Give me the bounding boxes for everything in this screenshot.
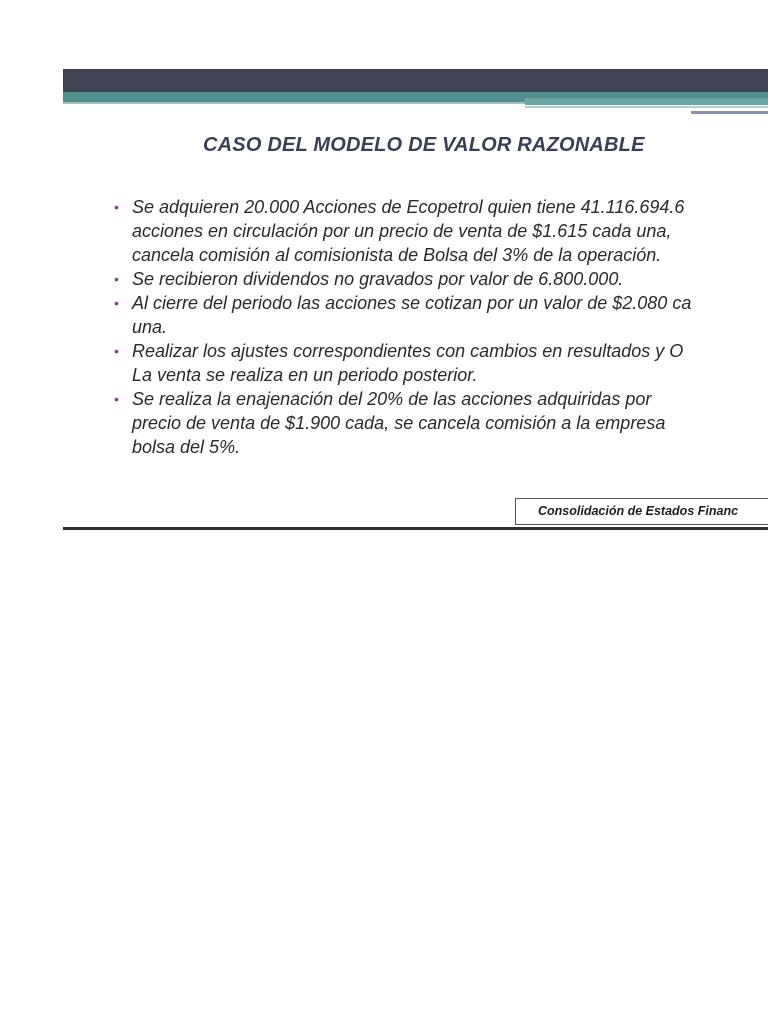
footer-box — [515, 498, 768, 525]
bottom-rule — [63, 527, 768, 530]
bullet-line: Se recibieron dividendos no gravados por valor de 6.800.000. — [132, 269, 624, 289]
slide — [63, 69, 768, 531]
bullet-line: Se realiza la enajenación del 20% de las acciones adquiridas por — [132, 389, 652, 409]
slide-title: CASO DEL MODELO DE VALOR RAZONABLE — [203, 134, 645, 156]
bullet-item — [113, 291, 768, 339]
footer-text: Consolidación de Estados Financ — [538, 504, 739, 518]
header-dark-bar — [63, 69, 768, 92]
bullet-item — [113, 339, 768, 387]
bullet-line: cancela comisión al comisionista de Bolsa del 3% de la operación. — [132, 245, 662, 265]
bullet-marker-icon: • — [114, 343, 119, 359]
header-accent-block — [525, 98, 768, 105]
bullet-item — [113, 195, 768, 267]
bullet-line: Se adquieren 20.000 Acciones de Ecopetrol quien tiene 41.116.694.6 — [132, 197, 685, 217]
bullet-line: precio de venta de $1.900 cada, se cancela comisión a la empresa — [132, 413, 666, 433]
bullet-line: acciones en circulación por un precio de venta de $1.615 cada una, — [132, 221, 672, 241]
bullet-line: Realizar los ajustes correspondientes con cambios en resultados y O — [132, 341, 684, 361]
bullet-line: Al cierre del periodo las acciones se cotizan por un valor de $2.080 ca — [132, 293, 692, 313]
bullet-marker-icon: • — [114, 271, 119, 287]
bullet-list — [113, 195, 768, 459]
bullet-line: una. — [132, 317, 168, 337]
header-accent-line — [525, 106, 768, 108]
header-accent-tab — [691, 111, 768, 114]
bullet-item — [113, 387, 768, 459]
bullet-marker-icon: • — [114, 295, 119, 311]
bullet-marker-icon: • — [114, 391, 119, 407]
bullet-line: bolsa del 5%. — [132, 437, 241, 457]
bullet-line: La venta se realiza en un periodo posterior. — [132, 365, 478, 385]
bullet-marker-icon: • — [114, 199, 119, 215]
bullet-item — [113, 267, 768, 291]
